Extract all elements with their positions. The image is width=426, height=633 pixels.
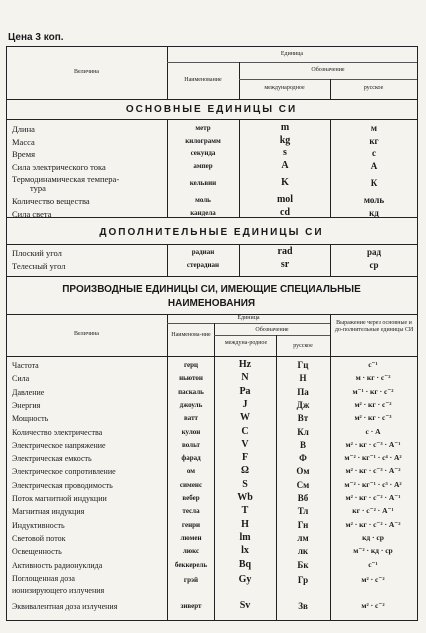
ru-symbol-cell: Зв (298, 600, 308, 611)
ru-symbol-cell: Тл (297, 506, 309, 517)
quantity-cell: Сила (12, 374, 30, 384)
intl-symbol-cell: T (241, 505, 249, 517)
ru-symbol-cell: Гр (297, 574, 309, 585)
quantity-cell: Сила света (12, 208, 52, 219)
unit-name-cell: ампер (193, 161, 213, 170)
quantity-cell: Термодинамическая темпера- (12, 174, 120, 185)
unit-name-cell: моль (195, 196, 211, 204)
unit-name-cell: вольт (182, 440, 200, 449)
header2-russian: русское (293, 343, 313, 349)
ru-symbol-cell: Гн (297, 519, 309, 530)
section-base-title: ОСНОВНЫЕ ЕДИНИЦЫ СИ (125, 104, 298, 115)
quantity-cell-cont: тура (30, 183, 46, 194)
header2-quantity: Величина (74, 331, 99, 337)
intl-symbol-cell: Gy (238, 573, 252, 585)
unit-name-cell: кулон (181, 427, 201, 436)
ru-symbol-cell: м (370, 123, 378, 133)
ru-symbol-cell: А (370, 160, 378, 171)
unit-name-cell: тесла (182, 507, 200, 516)
expression-cell: с⁻¹ (368, 559, 378, 569)
ru-symbol-cell: кг (369, 135, 379, 146)
quantity-cell: Электрическая емкость (12, 454, 92, 464)
intl-symbol-cell: J (242, 398, 248, 410)
header2-expression: Выражение через основные и до-полнительные единицы СИ (334, 320, 414, 333)
unit-name-cell: беккерель (174, 560, 208, 569)
quantity-cell: Эквивалентная доза излучения (12, 601, 118, 611)
quantity-cell: Активность радионуклида (12, 560, 103, 570)
expression-cell: м⁻² · кг⁻¹ · с⁴ · А² (344, 453, 402, 463)
intl-symbol-cell: V (241, 438, 249, 450)
unit-name-cell: радиан (191, 248, 215, 256)
intl-symbol-cell: C (241, 425, 249, 437)
unit-name-cell: вебер (182, 494, 200, 502)
header2-designation: Обозначение (255, 327, 289, 333)
unit-name-cell: ом (186, 467, 196, 476)
quantity-cell: Поток магнитной индукции (12, 494, 107, 503)
quantity-cell-cont: ионизирующего излучения (12, 585, 105, 595)
unit-name-cell: герц (183, 361, 199, 369)
quantity-cell: Электрическое сопротивление (12, 467, 116, 477)
quantity-cell: Количество электричества (12, 427, 103, 437)
expression-cell: м⁻² · кг⁻¹ · с³ · А² (344, 479, 402, 489)
unit-name-cell: стерадиан (186, 261, 220, 269)
ru-symbol-cell: В (299, 439, 306, 450)
unit-name-cell: ньютон (179, 374, 203, 383)
quantity-cell: Энергия (12, 400, 41, 410)
ru-symbol-cell: Вб (297, 493, 309, 503)
intl-symbol-cell: Pa (239, 385, 251, 397)
header-quantity: Величина (74, 69, 99, 75)
expression-cell: м · кг · с⁻² (355, 373, 391, 383)
expression-cell: м⁻¹ · кг · с⁻² (352, 386, 394, 396)
ru-symbol-cell: Гц (297, 360, 309, 370)
ru-symbol-cell: кд (369, 207, 379, 218)
quantity-cell: Масса (12, 136, 35, 147)
quantity-cell: Давление (12, 387, 45, 397)
quantity-cell: Длина (12, 124, 35, 134)
intl-symbol-cell: cd (280, 206, 290, 218)
ru-symbol-cell: с (372, 148, 376, 159)
ru-symbol-cell: См (296, 479, 310, 490)
unit-name-cell: секунда (190, 149, 216, 158)
unit-name-cell: генри (181, 520, 201, 529)
section-derived-title-1: ПРОИЗВОДНЫЕ ЕДИНИЦЫ СИ, ИМЕЮЩИЕ СПЕЦИАЛЬНЫЕ (62, 284, 361, 295)
ru-symbol-cell: Ом (296, 466, 310, 477)
intl-symbol-cell: m (280, 122, 290, 133)
expression-cell: м² · кг · с⁻² · А⁻² (345, 519, 401, 529)
ru-symbol-cell: Кл (297, 426, 309, 437)
quantity-cell: Освещенность (12, 547, 62, 557)
ru-symbol-cell: Ф (299, 453, 307, 464)
quantity-cell: Время (12, 149, 35, 160)
unit-name-cell: зиверт (180, 601, 202, 610)
header-name: Наименование (184, 77, 222, 83)
section-supp-title: ДОПОЛНИТЕЛЬНЫЕ ЕДИНИЦЫ СИ (99, 227, 324, 238)
expression-cell: кд · ср (362, 532, 384, 542)
intl-symbol-cell: lx (241, 545, 249, 557)
unit-name-cell: метр (195, 124, 211, 132)
unit-name-cell: грэй (183, 575, 199, 584)
unit-name-cell: паскаль (178, 387, 204, 396)
quantity-cell: Электрическая проводимость (12, 480, 113, 490)
unit-name-cell: люкс (182, 547, 200, 556)
unit-name-cell: кандела (190, 208, 216, 217)
intl-symbol-cell: sr (280, 259, 290, 270)
intl-symbol-cell: N (241, 372, 249, 384)
ru-symbol-cell: Бк (297, 559, 309, 570)
quantity-cell: Индуктивность (12, 520, 65, 530)
quantity-cell: Частота (12, 361, 39, 370)
expression-cell: м² · кг · с⁻³ (354, 413, 392, 423)
quantity-cell: Электрическое напряжение (12, 440, 106, 450)
expression-cell: с · А (365, 426, 381, 436)
expression-cell: с⁻¹ (368, 360, 378, 369)
intl-symbol-cell: Sv (239, 599, 251, 611)
quantity-cell: Количество вещества (12, 196, 90, 206)
unit-name-cell: джоуль (179, 400, 203, 409)
intl-symbol-cell: lm (239, 531, 251, 543)
quantity-cell: Световой поток (12, 533, 66, 543)
ru-symbol-cell: Па (297, 386, 309, 397)
header2-unit: Единица (237, 315, 260, 321)
intl-symbol-cell: rad (277, 246, 293, 257)
ru-symbol-cell: К (370, 177, 378, 188)
expression-cell: кг · с⁻² · А⁻¹ (352, 506, 394, 516)
intl-symbol-cell: K (281, 176, 289, 188)
intl-symbol-cell: F (241, 452, 249, 464)
header2-name: Наименова-ние (171, 332, 211, 338)
quantity-cell: Плоский угол (12, 248, 62, 258)
intl-symbol-cell: Ω (240, 465, 249, 477)
header2-international: междуна-родное (224, 340, 268, 346)
unit-name-cell: килограмм (185, 136, 221, 145)
intl-symbol-cell: mol (276, 194, 294, 205)
quantity-cell: Поглощенная доза (12, 573, 75, 583)
intl-symbol-cell: Hz (238, 359, 252, 370)
ru-symbol-cell: рад (366, 247, 382, 257)
quantity-cell: Сила электрического тока (12, 161, 106, 172)
ru-symbol-cell: Дж (296, 399, 310, 410)
unit-name-cell: кельвин (189, 178, 217, 187)
quantity-cell: Мощность (12, 414, 49, 424)
intl-symbol-cell: Wb (237, 492, 253, 503)
expression-cell: м² · кг · с⁻³ · А⁻² (345, 466, 401, 476)
header-designation: Обозначение (311, 67, 345, 73)
intl-symbol-cell: A (281, 159, 289, 171)
expression-cell: м⁻² · кд · ср (353, 546, 393, 556)
header-unit: Единица (280, 51, 304, 57)
price-label: Цена 3 коп. (8, 32, 64, 43)
expression-cell: м² · кг · с⁻³ · А⁻¹ (345, 439, 401, 449)
quantity-cell: Телесный угол (12, 261, 66, 271)
expression-cell: м² · с⁻² (361, 600, 385, 610)
intl-symbol-cell: kg (279, 134, 291, 146)
intl-symbol-cell: s (283, 147, 287, 159)
expression-cell: м² · кг · с⁻² (354, 399, 392, 409)
ru-symbol-cell: лм (297, 532, 309, 543)
section-derived-title-2: НАИМЕНОВАНИЯ (167, 298, 256, 309)
intl-symbol-cell: H (241, 518, 249, 530)
intl-symbol-cell: S (242, 478, 248, 490)
header-international: международное (264, 85, 305, 91)
ru-symbol-cell: Вт (297, 413, 309, 424)
expression-cell: м² · кг · с⁻² · А⁻¹ (345, 493, 401, 502)
ru-symbol-cell: ср (369, 260, 379, 270)
unit-name-cell: люмен (180, 533, 202, 542)
unit-name-cell: фарад (181, 454, 201, 463)
expression-cell: м² · с⁻² (361, 574, 385, 584)
unit-name-cell: ватт (184, 414, 198, 423)
ru-symbol-cell: лк (297, 546, 309, 557)
intl-symbol-cell: Bq (238, 558, 252, 570)
unit-name-cell: сименс (179, 480, 203, 489)
header-russian: русское (363, 85, 384, 91)
quantity-cell: Магнитная индукция (12, 507, 85, 517)
intl-symbol-cell: W (240, 412, 250, 424)
ru-symbol-cell: Н (299, 373, 307, 384)
ru-symbol-cell: моль (363, 195, 385, 205)
